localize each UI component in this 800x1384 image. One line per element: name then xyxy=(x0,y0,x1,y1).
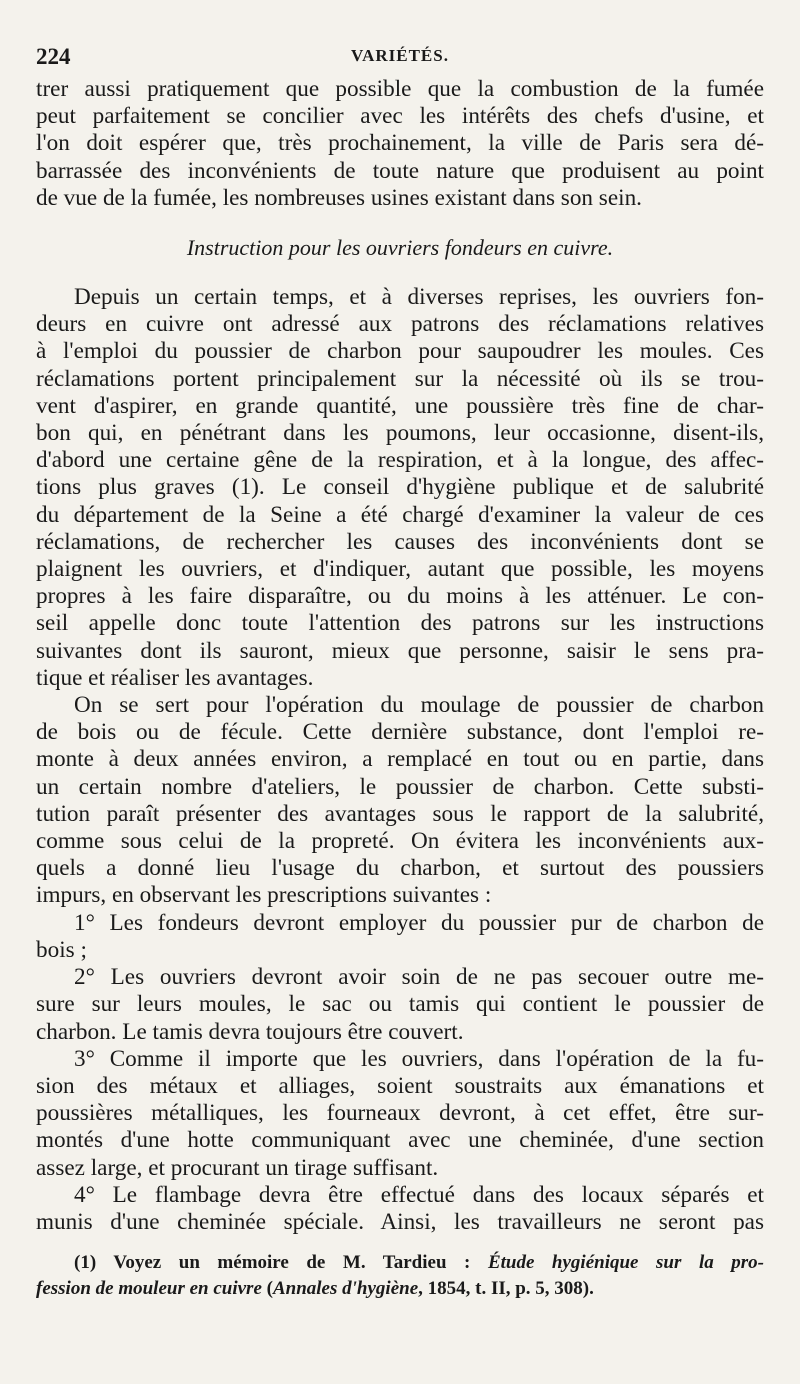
text-line: peut parfaitement se concilier avec les intérêts des chefs d'usine, et xyxy=(36,103,764,130)
text-line: seil appelle donc toute l'attention des patrons sur les instructions xyxy=(36,610,764,637)
footnote xyxy=(36,1250,764,1302)
footnote-journal: Annales d'hygiène xyxy=(272,1278,419,1300)
text-line: tution paraît présenter des avantages sous le rapport de la salubrité, xyxy=(36,800,764,827)
text-line: monte à deux années environ, a remplacé en tout ou en partie, dans xyxy=(36,746,764,773)
text-line: 3° Comme il importe que les ouvriers, dans l'opération de la fu- xyxy=(74,1045,764,1072)
paragraph-intro-complaints xyxy=(36,284,764,692)
text-line: vent d'aspirer, en grande quantité, une poussière très fine de char- xyxy=(36,392,764,419)
text-line: tions plus graves (1). Le conseil d'hygiène publique et de salubrité xyxy=(36,474,764,501)
footnote-title: fession de mouleur en cuivre xyxy=(36,1278,262,1300)
prescription-1 xyxy=(36,910,764,964)
text-line: charbon. Le tamis devra toujours être couvert. xyxy=(36,1018,464,1045)
text-line: poussières métalliques, les fourneaux devront, à cet effet, être sur- xyxy=(36,1100,764,1127)
footnote-line xyxy=(36,1276,764,1302)
text-line: suivantes dont ils sauront, mieux que personne, saisir le sens pra- xyxy=(36,637,764,664)
running-head: VARIÉTÉS. xyxy=(351,46,449,65)
text-line: Depuis un certain temps, et à diverses reprises, les ouvriers fon- xyxy=(74,284,764,311)
text-line: de vue de la fumée, les nombreuses usines existant dans son sein. xyxy=(36,184,642,211)
paragraph-moulage xyxy=(36,692,764,910)
text-line: réclamations portent principalement sur la nécessité où ils se trou- xyxy=(36,365,764,392)
prescription-2 xyxy=(36,964,764,1046)
text-line: un certain nombre d'ateliers, le poussier de charbon. Cette substi- xyxy=(36,773,764,800)
text-line: quels a donné lieu l'usage du charbon, et surtout des poussiers xyxy=(36,855,764,882)
prescription-4 xyxy=(36,1182,764,1236)
text-line: de bois ou de fécule. Cette dernière substance, dont l'emploi re- xyxy=(36,719,764,746)
text-line: propres à les faire disparaître, ou du moins à les atténuer. Le con- xyxy=(36,583,764,610)
text-line: montés d'une hotte communiquant avec une cheminée, d'une section xyxy=(36,1127,764,1154)
text-line: munis d'une cheminée spéciale. Ainsi, les travailleurs ne seront pas xyxy=(36,1208,764,1235)
footnote-text: , 1854, t. II, p. 5, 308). xyxy=(418,1278,594,1300)
text-line: trer aussi pratiquement que possible que la combustion de la fumée xyxy=(36,76,764,102)
text-line: On se sert pour l'opération du moulage de poussier de charbon xyxy=(74,692,764,719)
text-line: tique et réaliser les avantages. xyxy=(36,664,314,691)
page-number: 224 xyxy=(36,44,71,69)
text-line: comme sous celui de la propreté. On évitera les inconvénients aux- xyxy=(36,828,764,855)
text-line: 4° Le flambage devra être effectué dans des locaux séparés et xyxy=(74,1181,764,1208)
text-line: 1° Les fondeurs devront employer du poussier pur de charbon de xyxy=(74,909,764,936)
text-line: bon qui, en pénétrant dans les poumons, leur occasionne, disent-ils, xyxy=(36,420,764,447)
page-header xyxy=(36,40,764,70)
text-line: sion des métaux et alliages, soient soustraits aux émanations et xyxy=(36,1072,764,1099)
intro-paragraph xyxy=(36,76,764,212)
text-line: d'abord une certaine gêne de la respiration, et à la longue, des affec- xyxy=(36,447,764,474)
text-line: du département de la Seine a été chargé d'examiner la valeur de ces xyxy=(36,501,764,528)
text-line: l'on doit espérer que, très prochainement, la ville de Paris sera dé- xyxy=(36,130,764,157)
text-line: à l'emploi du poussier de charbon pour saupoudrer les moules. Ces xyxy=(36,338,764,365)
prescription-3 xyxy=(36,1046,764,1182)
text-line: réclamations, de rechercher les causes des inconvénients dont se xyxy=(36,528,764,555)
footnote-text: ( xyxy=(261,1278,273,1300)
text-line: deurs en cuivre ont adressé aux patrons des réclamations relatives xyxy=(36,311,764,338)
text-line: bois ; xyxy=(36,936,87,963)
text-line: plaignent les ouvriers, et d'indiquer, autant que possible, les moyens xyxy=(36,556,764,583)
section-title: Instruction pour les ouvriers fondeurs en cuivre. xyxy=(186,235,614,261)
footnote-line xyxy=(36,1250,764,1276)
text-line: barrassée des inconvénients de toute nature que produisent au point xyxy=(36,157,764,184)
footnote-title: Étude hygiénique sur la pro- xyxy=(487,1252,764,1274)
footnote-text: (1) Voyez un mémoire de M. Tardieu : xyxy=(74,1252,488,1274)
text-line: assez large, et procurant un tirage suffisant. xyxy=(36,1154,439,1181)
text-line: sure sur leurs moules, le sac ou tamis qui contient le poussier de xyxy=(36,991,764,1018)
text-line: impurs, en observant les prescriptions suivantes : xyxy=(36,882,492,909)
text-line: 2° Les ouvriers devront avoir soin de ne pas secouer outre me- xyxy=(74,964,764,991)
